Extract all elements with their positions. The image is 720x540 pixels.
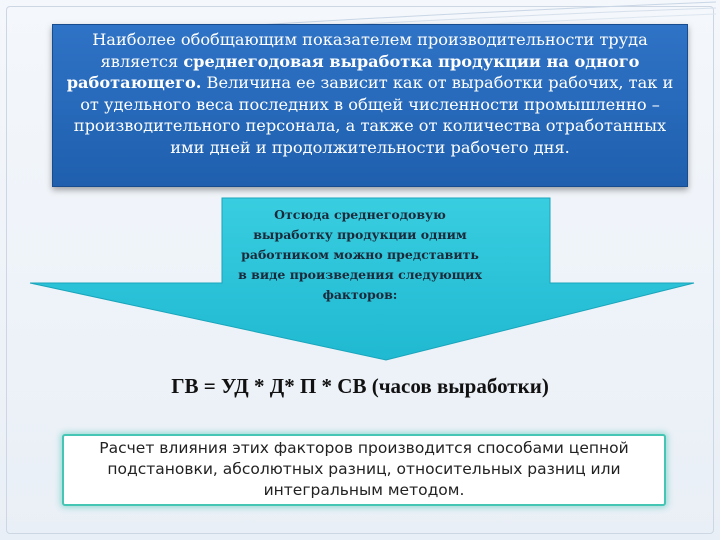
arrow-text: Отсюда среднегодовую выработку продукции одним работником можно представить в виде произведения следующих факторов: [238, 207, 482, 302]
definition-highlight: среднегодовая выработка продукции на одного работающего. [66, 51, 640, 93]
methods-text: Расчет влияния этих факторов производится способами цепной подстановки, абсолютных разниц, относительных разниц или интегральным методом. [99, 439, 629, 499]
formula: ГВ = УД * Д* П * СВ (часов выработки) [171, 374, 549, 398]
methods-box [62, 434, 666, 506]
definition-rest: Величина ее зависит как от выработки рабочих, так и от удельного веса последних в общей численности промышленно – производительного персонала, а также от количества отработанных ими дней и продолжительности рабочего дня. [73, 73, 674, 157]
definition-intro: Наиболее обобщающим показателем производительности труда является [92, 30, 648, 71]
